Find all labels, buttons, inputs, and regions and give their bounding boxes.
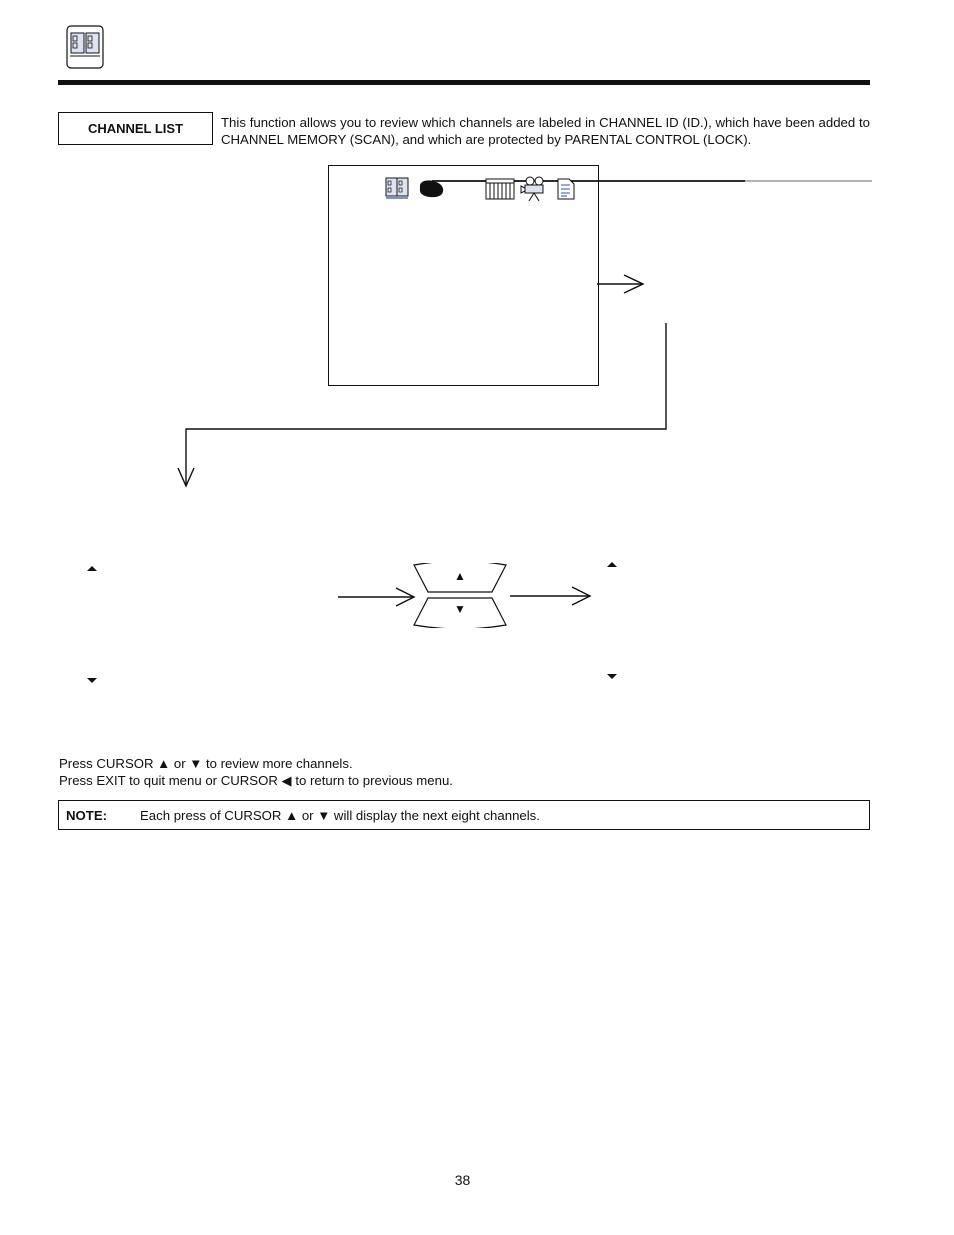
cursor-pad — [412, 563, 508, 628]
note-box — [58, 800, 870, 830]
blob-icon[interactable] — [418, 179, 446, 199]
channel-book-icon[interactable] — [385, 177, 409, 199]
scroll-up-marker-right — [607, 562, 617, 567]
scroll-up-marker-left — [87, 566, 97, 571]
document-icon[interactable] — [556, 177, 576, 201]
section-title: CHANNEL LIST — [58, 112, 213, 145]
note-label: NOTE: — [66, 808, 108, 823]
cursor-up-button[interactable]: ▲ — [454, 569, 466, 583]
instruction-line-2: Press EXIT to quit menu or CURSOR ◀ to return to previous menu. — [59, 773, 453, 788]
cursor-down-button[interactable]: ▼ — [454, 602, 466, 616]
scroll-down-marker-left — [87, 678, 97, 683]
section-description: This function allows you to review which channels are labeled in CHANNEL ID (ID.), which have been added to CHANNEL MEMORY (SCAN), and which are protected by PARENTAL CONTROL (LOCK). — [221, 115, 870, 147]
projector-icon[interactable] — [520, 176, 548, 202]
instruction-line-1: Press CURSOR ▲ or ▼ to review more channels. — [59, 756, 353, 771]
scroll-down-marker-right — [607, 674, 617, 679]
page-number: 38 — [454, 1172, 471, 1188]
note-text: Each press of CURSOR ▲ or ▼ will display the next eight channels. — [140, 808, 540, 823]
keyboard-icon[interactable] — [485, 178, 515, 200]
